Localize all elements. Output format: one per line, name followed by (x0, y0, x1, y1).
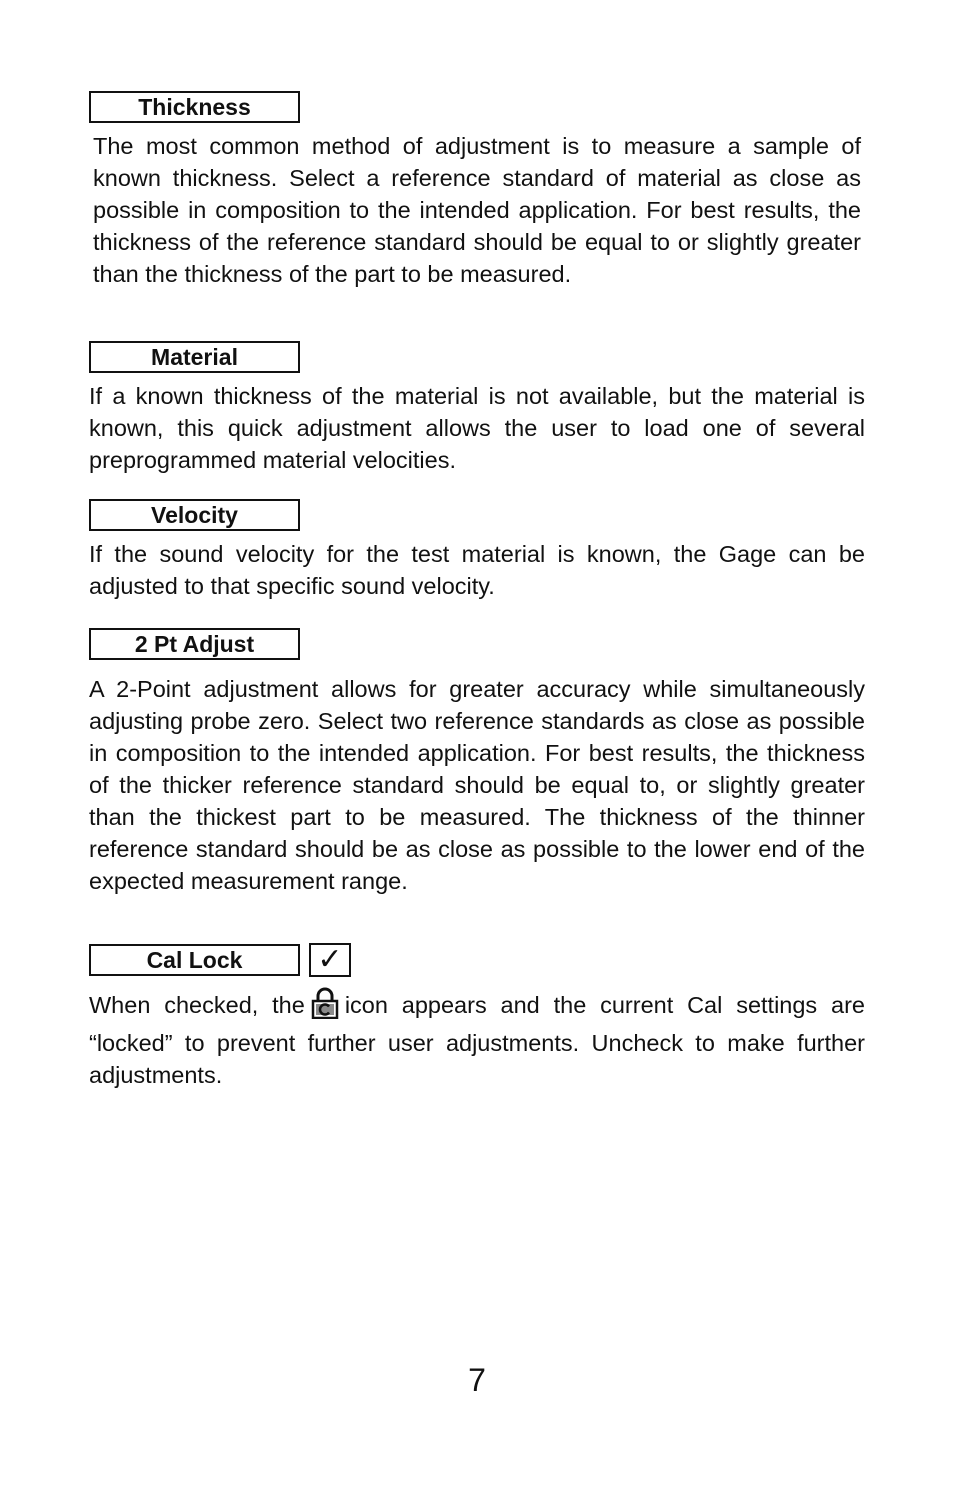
label-velocity: Velocity (89, 499, 300, 531)
label-thickness: Thickness (89, 91, 300, 123)
section-material (89, 338, 865, 476)
paragraph-cal-lock (89, 987, 865, 1091)
paragraph-thickness: The most common method of adjustment is to measure a sample of known thickness. Select a reference standard of material as close as possible in composition to the intended application. For best results, the thickness of the reference standard should be equal to or slightly greater than the thickness of the part to be measured. (93, 133, 861, 287)
label-row-2pt-adjust (89, 625, 865, 663)
cal-lock-text-after: icon appears and the current Cal settings are “locked” to prevent further user adjustments. Uncheck to make further adjustments. (89, 992, 865, 1088)
section-velocity (89, 496, 865, 602)
cal-lock-icon (311, 987, 339, 1027)
paragraph-material: If a known thickness of the material is not available, but the material is known, this quick adjustment allows the user to load one of several preprogrammed material velocities. (89, 383, 865, 473)
paragraph-2pt-adjust: A 2-Point adjustment allows for greater accuracy while simultaneously adjusting probe zero. Select two reference standards as close as possible in composition to the intended application. For best results, the thickness of the thicker reference standard should be equal to, or slightly greater than the thickest part to be measured. The thickness of the thinner reference standard should be as close as possible to the lower end of the expected measurement range. (89, 676, 865, 894)
label-2pt-adjust: 2 Pt Adjust (89, 628, 300, 660)
page-number: 7 (468, 1362, 486, 1398)
label-row-material (89, 338, 865, 376)
section-cal-lock (89, 941, 865, 1091)
section-thickness (89, 88, 865, 290)
label-material: Material (89, 341, 300, 373)
section-2pt-adjust (89, 625, 865, 897)
cal-lock-text-before: When checked, the (89, 992, 305, 1018)
cal-lock-checkbox: ✓ (309, 943, 351, 977)
label-row-cal-lock (89, 941, 865, 979)
paragraph-velocity: If the sound velocity for the test material is known, the Gage can be adjusted to that specific sound velocity. (89, 541, 865, 599)
label-cal-lock: Cal Lock (89, 944, 300, 976)
label-row-velocity (89, 496, 865, 534)
label-row-thickness (89, 88, 865, 126)
